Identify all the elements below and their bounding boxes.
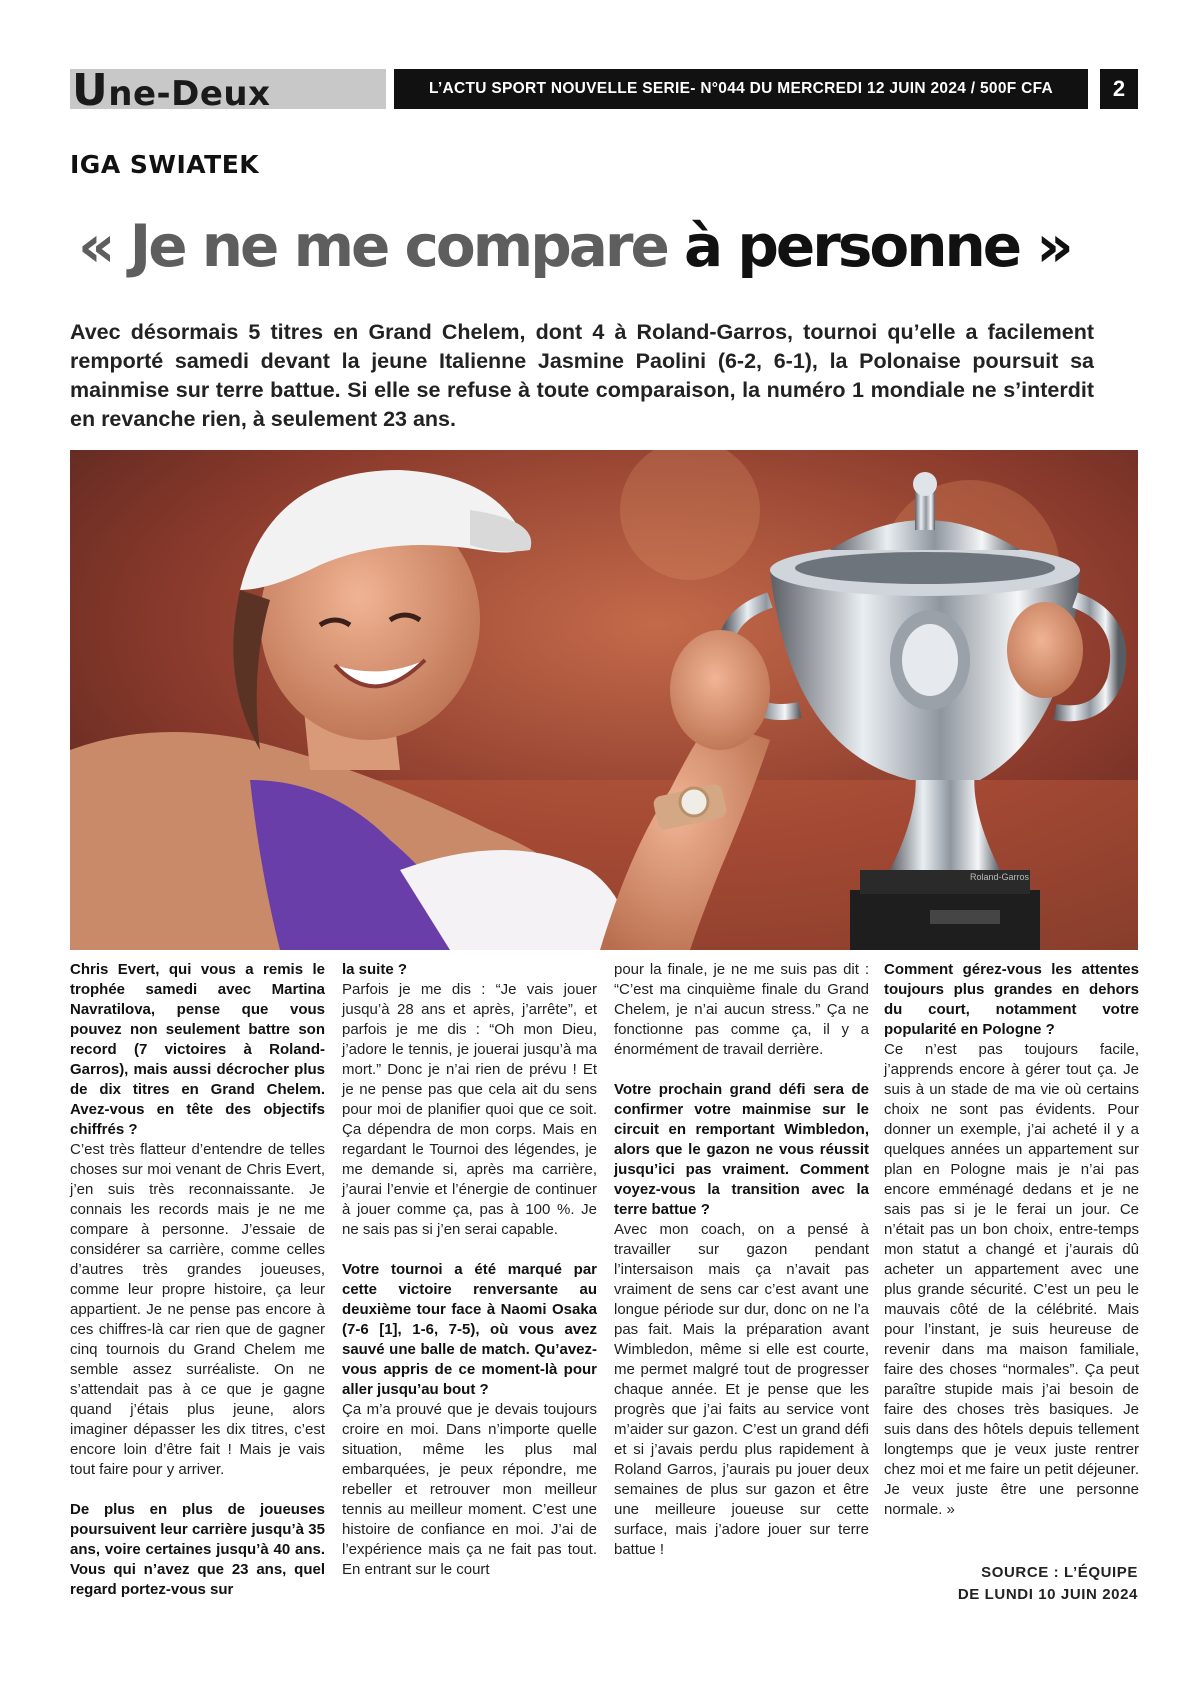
article-photo bbox=[70, 450, 1138, 950]
answer-4: Avec mon coach, on a pensé à travailler sur gazon pendant l’intersaison mais ça n’avait pas vraiment de sens car c’est avant une longue période sur dur, donc on ne l’a pas fait. Mais la préparation avant Wimbledon, même si elle est courte, me permet malgré tout de progresser chaque année. Et je pense que les progrès que j’ai faits au service vont m’aider sur gazon. C’est un grand défi et si j’avais perdu plus rapidement à Roland Garros, j’aurais pu jouer deux semaines de plus sur gazon et être une meilleure joueuse sur cette surface, mais j’adore jouer sur terre battue ! bbox=[614, 1221, 869, 1558]
paragraph-gap bbox=[70, 1480, 325, 1500]
question-4: Votre prochain grand défi sera de confirmer votre mainmise sur le circuit en remportant Wimbledon, alors que le gazon ne vous réussit jusqu’ici pas vraiment. Comment voyez-vous la transition avec la terre battue ? bbox=[614, 1081, 869, 1218]
body-column-1 bbox=[70, 960, 325, 1600]
question-2-end: la suite ? bbox=[342, 961, 408, 978]
question-2: De plus en plus de joueuses poursuivent leur carrière jusqu’à 35 ans, voire certaines jusqu’à 40 ans. Vous qui n’avez que 23 ans, quel regard portez-vous sur bbox=[70, 1501, 325, 1598]
question-3: Votre tournoi a été marqué par cette victoire renversante au deuxième tour face à Naomi Osaka (7-6 [1], 1-6, 7-5), où vous avez sauvé une balle de match. Qu’avez-vous appris de ce moment-là pour aller jusqu’au bout ? bbox=[342, 1261, 597, 1398]
article-source bbox=[958, 1562, 1138, 1606]
body-column-2 bbox=[342, 960, 597, 1580]
article-standfirst: Avec désormais 5 titres en Grand Chelem, dont 4 à Roland-Garros, tournoi qu’elle a facilement remporté samedi devant la jeune Italienne Jasmine Paolini (6-2, 6-1), la Polonaise poursuit sa mainmise sur terre battue. Si elle se refuse à toute comparaison, la numéro 1 mondiale ne s’interdit en revanche rien, à seulement 23 ans. bbox=[70, 320, 1094, 431]
headline-part-2: à personne » bbox=[684, 212, 1071, 280]
source-line-1: SOURCE : L’ÉQUIPE bbox=[981, 1564, 1138, 1581]
section-rubric bbox=[72, 65, 271, 116]
article-kicker: IGA SWIATEK bbox=[70, 150, 260, 179]
paragraph-gap bbox=[614, 1060, 869, 1080]
answer-3-end: pour la finale, je ne me suis pas dit : “C’est ma cinquième finale du Grand Chelem, je n’ai aucun stress.” Ça ne fonctionne pas comme ça, il y a énormément de travail derrière. bbox=[614, 961, 869, 1058]
question-1: Chris Evert, qui vous a remis le trophée samedi avec Martina Navratilova, pense que vous pouvez non seulement battre son record (7 victoires à Roland-Garros), mais aussi décrocher plus de dix titres en Grand Chelem. Avez-vous en tête des objectifs chiffrés ? bbox=[70, 961, 325, 1138]
photo-trophy-text: Roland-Garros bbox=[970, 872, 1030, 882]
body-column-3 bbox=[614, 960, 869, 1560]
article-headline bbox=[78, 208, 1071, 284]
answer-2: Parfois je me dis : “Je vais jouer jusqu’à 28 ans et après, j’arrête”, et parfois je me dis : “Oh mon Dieu, j’adore le tennis, je jouerai jusqu’à ma mort.” Donc je n’ai rien de prévu ! Et je ne pense pas que cela ait du sens pour moi de planifier quoi que ce soit. Ça dépendra de mon corps. Mais en regardant le Tournoi des légendes, je me demande si, après ma carrière, j’aurai l’envie et l’énergie de continuer à jouer comme ça, pas à 100 %. Je ne sais pas si j’en serai capable. bbox=[342, 981, 597, 1238]
page-number: 2 bbox=[1100, 69, 1138, 109]
photo-tennis-player-trophy-icon bbox=[70, 450, 1138, 950]
answer-5: Ce n’est pas toujours facile, j’apprends encore à gérer tout ça. Je suis à un stade de ma vie où certains choix ne sont pas évidents. Pour donner un exemple, j’ai acheté il y a quelques années un appartement sur plan en Pologne mais je n’ai pas encore emménagé dedans et je ne sais pas si je le ferai un jour. Ce n’était pas un bon choix, entre-temps mon statut a changé et j’aurais dû acheter un appartement avec une plus grande sécurité. C’est un peu le mauvais côté de la célébrité. Mais pour l’instant, je suis heureuse de revenir dans ma maison familiale, faire des choses “normales”. Ça peut paraître stupide mais j’ai besoin de faire des choses très basiques. Je suis dans des hôtels depuis tellement longtemps que je veux juste rentrer chez moi et me faire un petit déjeuner. Je veux juste être une personne normale. » bbox=[884, 1041, 1139, 1518]
question-5: Comment gérez-vous les attentes toujours plus grandes en dehors du court, notamment votre popularité en Pologne ? bbox=[884, 961, 1139, 1038]
source-line-2: DE LUNDI 10 JUIN 2024 bbox=[957, 1586, 1138, 1603]
issue-banner: L’ACTU SPORT NOUVELLE SERIE- N°044 DU MERCREDI 12 JUIN 2024 / 500F CFA bbox=[394, 69, 1088, 109]
answer-3: Ça m’a prouvé que je devais toujours croire en moi. Dans n’importe quelle situation, même les plus mal embarquées, je peux répondre, me rebeller et retrouver mon meilleur tennis au meilleur moment. C’est une histoire de confiance en moi. J’ai de l’expérience mais ça ne fait pas tout. En entrant sur le court bbox=[342, 1401, 597, 1578]
headline-part-1: « Je ne me compare bbox=[78, 212, 667, 280]
rubric-rest: ne-Deux bbox=[108, 74, 271, 114]
answer-1: C’est très flatteur d’entendre de telles choses sur moi venant de Chris Evert, j’en suis très reconnaissante. Je connais les records mais je ne me compare à personne. J’essaie de considérer sa carrière, comme celles d’autres très grandes joueuses, comme leur propre histoire, ça leur appartient. Je ne pense pas encore à ces chiffres-là car rien que de gagner cinq tournois du Grand Chelem me semble assez surréaliste. On ne s’attendait pas à ce que je gagne quand j’étais plus jeune, alors imaginer dépasser les dix titres, c’est encore loin d’être fait ! Mais je vais tout faire pour y arriver. bbox=[70, 1141, 325, 1478]
paragraph-gap bbox=[342, 1240, 597, 1260]
rubric-initial: U bbox=[72, 65, 109, 116]
body-column-4 bbox=[884, 960, 1139, 1520]
